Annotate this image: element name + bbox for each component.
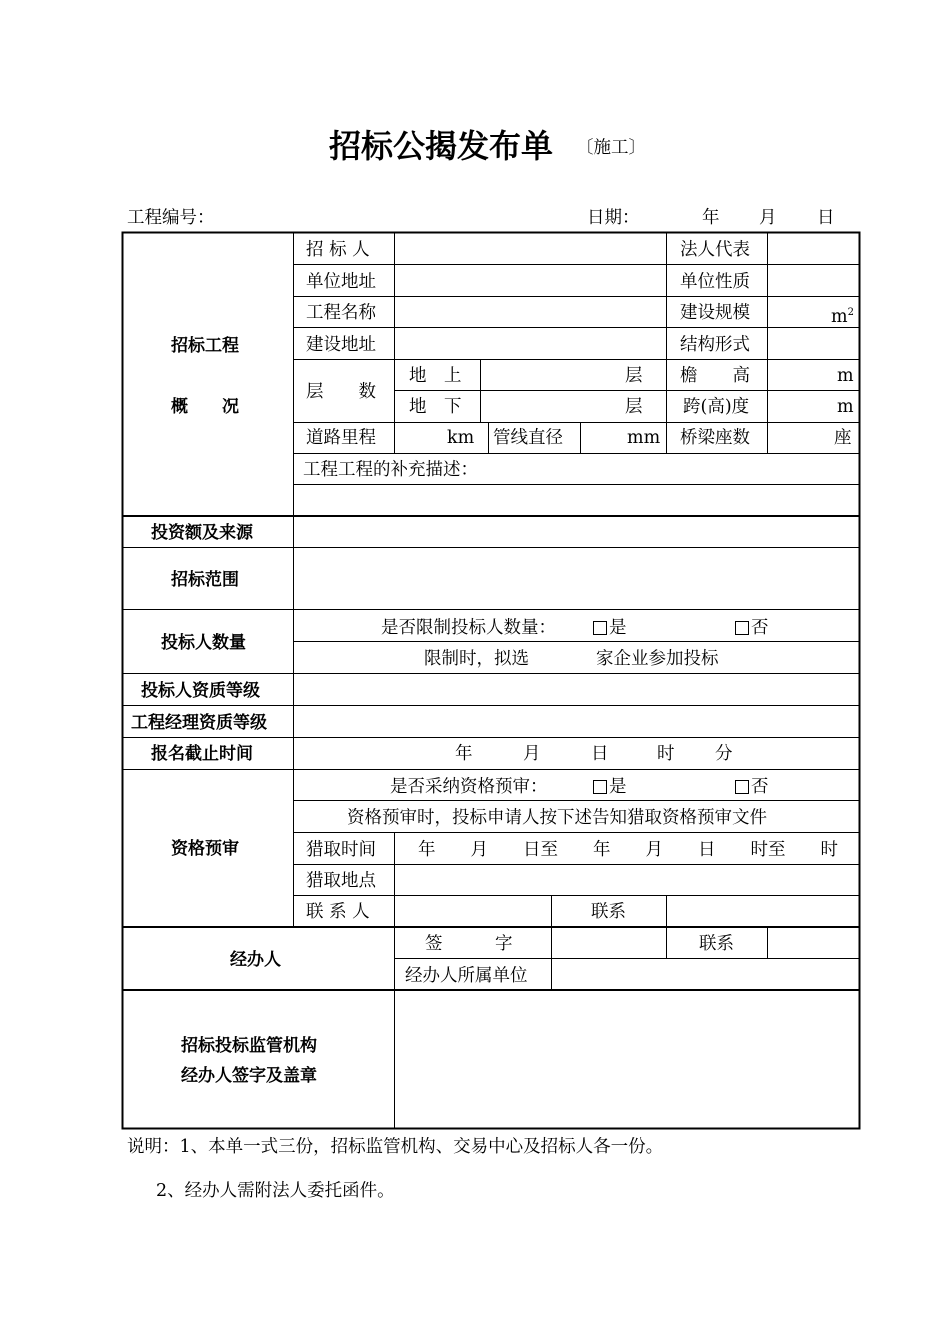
- bridge-count-label: 桥梁座数: [680, 428, 750, 448]
- supervisor-label-2: 经办人签字及盖章: [181, 1066, 317, 1086]
- above-floor-unit: 层: [625, 366, 643, 386]
- unit-address-label: 单位地址: [306, 272, 376, 292]
- page-subtitle: 〔施工〕: [576, 138, 646, 158]
- scope-label: 招标范围: [171, 570, 239, 590]
- deadline-month: 月: [523, 744, 541, 764]
- overview-label-2: 概 况: [171, 397, 239, 417]
- obtain-time-label: 猎取时间: [306, 840, 376, 860]
- contact-phone-label: 联系: [591, 902, 626, 922]
- deadline-label: 报名截止时间: [151, 744, 253, 764]
- bidder-limit-yes[interactable]: 是: [593, 618, 627, 638]
- handler-label: 经办人: [230, 950, 281, 970]
- limit-text-b: 家企业参加投标: [596, 649, 719, 669]
- prequal-label: 资格预审: [171, 839, 239, 859]
- road-length-label: 道路里程: [306, 428, 376, 448]
- note-line-2: 2、经办人需附法人委托函件。: [156, 1181, 395, 1201]
- above-label: 地 上: [409, 366, 462, 386]
- bidder-limit-no[interactable]: 否: [735, 618, 769, 638]
- prequal-no[interactable]: 否: [735, 777, 769, 797]
- pipe-dia-label: 管线直径: [493, 428, 563, 448]
- date-label: 日期：: [587, 208, 640, 228]
- date-year: 年: [702, 208, 720, 228]
- supervisor-label-1: 招标投标监管机构: [181, 1036, 317, 1056]
- date-day: 日: [817, 208, 835, 228]
- km-unit: km: [447, 428, 475, 448]
- obtain-place-label: 猎取地点: [306, 871, 376, 891]
- floors-label: 层 数: [306, 382, 376, 402]
- span-label: 跨(高)度: [683, 397, 750, 417]
- deadline-year: 年: [455, 744, 473, 764]
- tenderer-label: 招 标 人: [306, 240, 370, 260]
- project-no-label: 工程编号：: [127, 208, 215, 228]
- investment-label: 投资额及来源: [151, 523, 253, 543]
- checkbox-no[interactable]: [735, 621, 749, 635]
- deadline-hour: 时: [657, 744, 675, 764]
- unit-nature-label: 单位性质: [680, 272, 750, 292]
- bridge-unit: 座: [834, 428, 852, 448]
- page-title: 招标公揭发布单: [329, 127, 554, 165]
- span-unit: m: [837, 397, 854, 417]
- legal-rep-label: 法人代表: [680, 240, 750, 260]
- prequal-question: 是否采纳资格预审：: [390, 777, 548, 797]
- prequal-yes[interactable]: 是: [593, 777, 627, 797]
- contact-person-label: 联 系 人: [306, 902, 370, 922]
- overview-label-1: 招标工程: [171, 336, 239, 356]
- bidder-qual-label: 投标人资质等级: [141, 681, 260, 701]
- scale-unit: $m^2$: [831, 306, 854, 327]
- bidder-limit-question: 是否限制投标人数量：: [381, 618, 556, 638]
- obtain-time-text: 年 月 日至 年 月 日 时至 时: [418, 840, 838, 860]
- mm-unit: mm: [627, 428, 661, 448]
- sign-label: 签 字: [425, 934, 513, 954]
- date-month: 月: [759, 208, 777, 228]
- checkbox-no[interactable]: [735, 780, 749, 794]
- prequal-notice: 资格预审时，投标申请人按下述告知猎取资格预审文件: [347, 808, 767, 828]
- checkbox-yes[interactable]: [593, 780, 607, 794]
- structure-label: 结构形式: [680, 335, 750, 355]
- build-address-label: 建设地址: [306, 335, 376, 355]
- handler-unit-label: 经办人所属单位: [405, 966, 528, 986]
- below-label: 地 下: [409, 397, 462, 417]
- bidder-count-label: 投标人数量: [161, 633, 246, 653]
- below-floor-unit: 层: [625, 397, 643, 417]
- limit-text-a: 限制时，拟选: [424, 649, 529, 669]
- supplement-label: 工程工程的补充描述：: [303, 460, 478, 480]
- deadline-minute: 分: [715, 744, 733, 764]
- handler-phone-label: 联系: [699, 934, 734, 954]
- eave-height-label: 檐 高: [680, 366, 750, 386]
- pm-qual-label: 工程经理资质等级: [131, 713, 267, 733]
- project-name-label: 工程名称: [306, 303, 376, 323]
- eave-unit: m: [837, 366, 854, 386]
- deadline-day: 日: [591, 744, 609, 764]
- build-scale-label: 建设规模: [680, 303, 750, 323]
- checkbox-yes[interactable]: [593, 621, 607, 635]
- note-line-1: 说明：1、本单一式三份，招标监管机构、交易中心及招标人各一份。: [127, 1137, 664, 1157]
